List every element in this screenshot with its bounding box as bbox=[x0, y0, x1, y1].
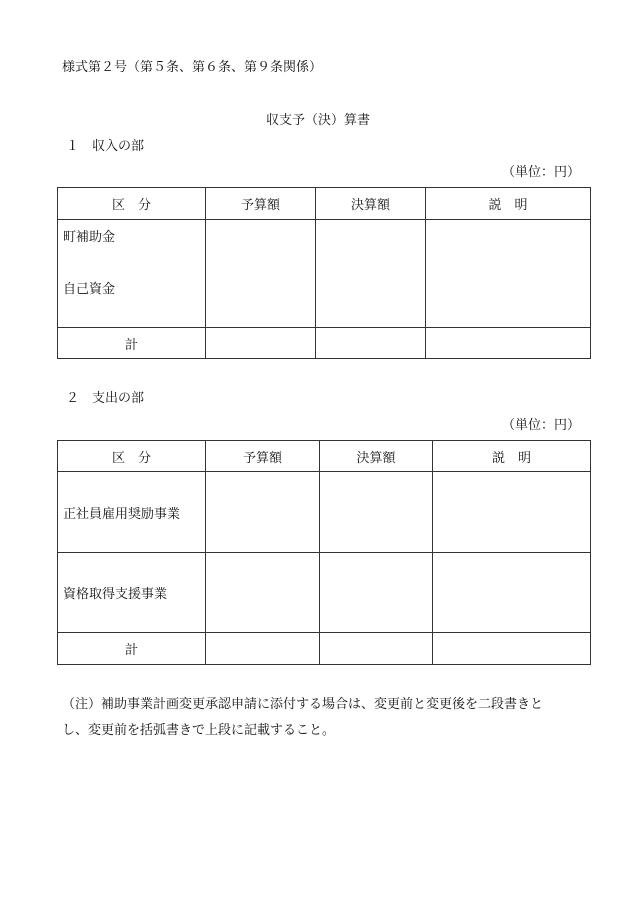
header-description: 説 明 bbox=[426, 188, 591, 220]
note-line-2: し、変更前を括弧書きで上段に記載すること。 bbox=[62, 723, 336, 738]
budget-cell[interactable] bbox=[206, 328, 316, 359]
budget-cell[interactable] bbox=[206, 220, 316, 328]
expense-item: 資格取得支援事業 bbox=[58, 553, 206, 633]
table-header-row bbox=[58, 188, 591, 220]
description-cell[interactable] bbox=[433, 553, 591, 633]
expense-heading: ２ 支出の部 bbox=[66, 391, 145, 406]
expense-table bbox=[57, 440, 591, 665]
table-row bbox=[58, 553, 591, 633]
income-item: 自己資金 bbox=[63, 282, 116, 297]
expense-unit: （単位：円） bbox=[502, 418, 581, 433]
settlement-cell[interactable] bbox=[316, 220, 426, 328]
table-header-row bbox=[58, 441, 591, 472]
settlement-cell[interactable] bbox=[316, 328, 426, 359]
description-cell[interactable] bbox=[433, 472, 591, 553]
document-title: 収支予（決）算書 bbox=[266, 113, 371, 128]
total-label: 計 bbox=[58, 328, 206, 359]
note-line-1: （注）補助事業計画変更承認申請に添付する場合は、変更前と変更後を二段書きと bbox=[62, 697, 544, 712]
expense-item: 正社員雇用奨励事業 bbox=[58, 472, 206, 553]
header-settlement: 決算額 bbox=[320, 441, 433, 472]
budget-cell[interactable] bbox=[206, 553, 320, 633]
settlement-cell[interactable] bbox=[320, 633, 433, 665]
income-item: 町補助金 bbox=[63, 230, 116, 245]
settlement-cell[interactable] bbox=[320, 472, 433, 553]
total-row bbox=[58, 328, 591, 359]
total-row bbox=[58, 633, 591, 665]
table-row bbox=[58, 220, 591, 328]
header-description: 説 明 bbox=[433, 441, 591, 472]
header-category: 区 分 bbox=[58, 441, 206, 472]
budget-cell[interactable] bbox=[206, 472, 320, 553]
description-cell[interactable] bbox=[426, 220, 591, 328]
settlement-cell[interactable] bbox=[320, 553, 433, 633]
table-row bbox=[58, 472, 591, 553]
description-cell[interactable] bbox=[426, 328, 591, 359]
total-label: 計 bbox=[58, 633, 206, 665]
income-table bbox=[57, 187, 591, 359]
income-items-cell bbox=[58, 220, 206, 328]
income-unit: （単位：円） bbox=[502, 165, 581, 180]
form-number: 様式第２号（第５条、第６条、第９条関係） bbox=[62, 60, 323, 75]
header-budget: 予算額 bbox=[206, 188, 316, 220]
header-settlement: 決算額 bbox=[316, 188, 426, 220]
budget-cell[interactable] bbox=[206, 633, 320, 665]
header-budget: 予算額 bbox=[206, 441, 320, 472]
income-heading: １ 収入の部 bbox=[66, 139, 145, 154]
header-category: 区 分 bbox=[58, 188, 206, 220]
description-cell[interactable] bbox=[433, 633, 591, 665]
